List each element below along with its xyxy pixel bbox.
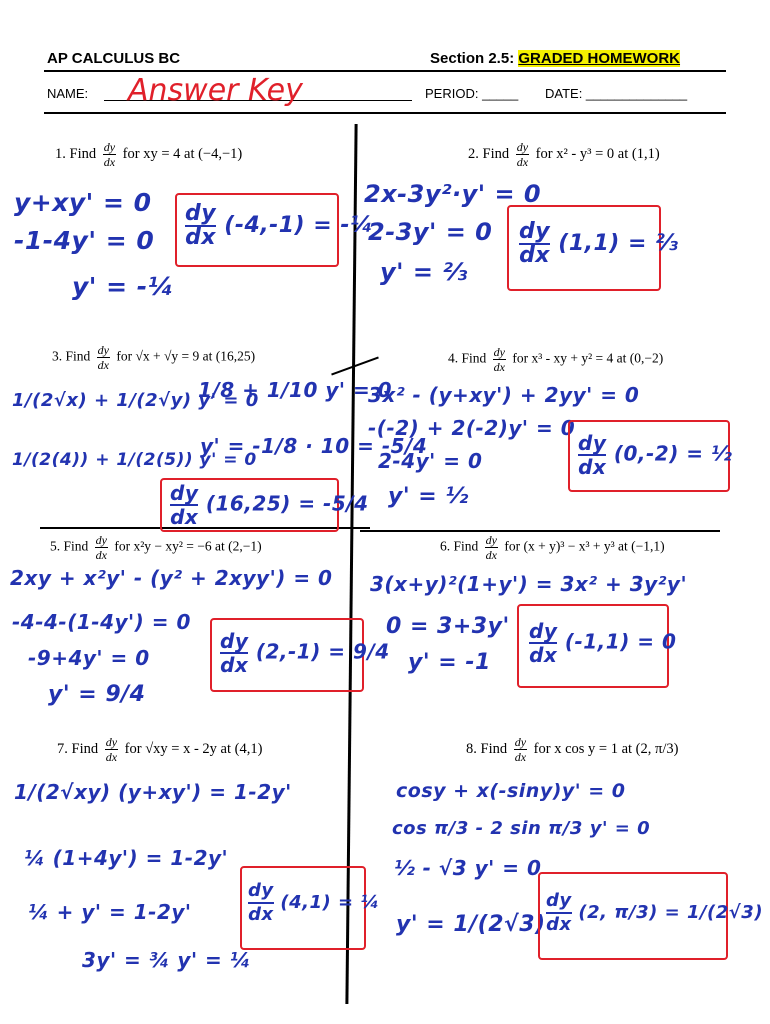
problem-number: 2. <box>468 145 479 162</box>
problem-3 <box>52 343 255 372</box>
problem-6 <box>440 533 665 562</box>
frac-num: dy <box>493 345 505 359</box>
problem-number: 3. <box>52 348 63 364</box>
answer-num: dy <box>185 201 217 226</box>
p4-step-2: -(-2) + 2(-2)y' = 0 <box>368 416 576 440</box>
p3-answer-box <box>160 478 369 532</box>
problem-8 <box>466 735 678 764</box>
p5-step-4: y' = 9/4 <box>48 682 146 707</box>
frac-num: dy <box>514 735 527 749</box>
problem-5 <box>50 533 262 562</box>
answer-den: dx <box>185 225 217 250</box>
p2-step-3: y' = ⅔ <box>380 258 468 286</box>
problem-text: for √xy = x - 2y at (4,1) <box>124 740 263 757</box>
problem-find: Find <box>69 145 97 162</box>
problem-text: for (x + y)³ − x³ + y³ at (−1,1) <box>504 538 665 554</box>
problem-text: for x³ - xy + y² = 4 at (0,−2) <box>512 350 664 366</box>
problem-text: for √x + √y = 9 at (16,25) <box>116 348 256 364</box>
frac-den: dx <box>105 750 118 764</box>
answer-rest: (0,-2) = ½ <box>613 441 733 466</box>
frac-den: dx <box>103 155 116 169</box>
answer-den: dx <box>546 914 572 935</box>
answer-rest: (1,1) = ⅔ <box>558 231 679 256</box>
course-title: AP CALCULUS BC <box>47 50 181 67</box>
p6-step-3: y' = -1 <box>408 650 491 675</box>
p4-step-1: 3x² - (y+xy') + 2yy' = 0 <box>368 383 640 407</box>
p3-step-2: 1/(2(4)) + 1/(2(5)) y' = 0 <box>12 450 257 470</box>
p5-answer-box <box>210 618 390 692</box>
problem-find: Find <box>65 348 91 364</box>
derivative-fraction <box>514 735 527 764</box>
header-rule-top <box>44 70 726 72</box>
frac-num: dy <box>516 140 529 154</box>
problem-text: for x²y − xy² = −6 at (2,−1) <box>114 538 262 554</box>
answer-den: dx <box>248 904 274 925</box>
answer-den: dx <box>519 243 551 268</box>
frac-den: dx <box>95 548 107 562</box>
answer-fraction <box>170 482 198 528</box>
p7-step-3: ¼ + y' = 1-2y' <box>28 900 192 924</box>
p2-step-1: 2x-3y²·y' = 0 <box>364 180 542 208</box>
p7-step-4: 3y' = ¾ y' = ¼ <box>82 948 251 972</box>
answer-num: dy <box>170 481 199 505</box>
answer-num: dy <box>546 890 572 914</box>
problem-text: for x² - y³ = 0 at (1,1) <box>535 145 660 162</box>
answer-num: dy <box>529 619 558 643</box>
answer-rest: (-1,1) = 0 <box>564 629 677 654</box>
p3-step-4: y' = -1/8 · 10 = -5/4 <box>200 434 428 458</box>
header-rule-bottom <box>44 112 726 114</box>
section-title <box>430 50 680 67</box>
problem-7 <box>57 735 262 764</box>
name-label: NAME: <box>47 86 89 101</box>
p7-step-1: 1/(2√xy) (y+xy') = 1-2y' <box>14 780 292 804</box>
p3-step-1: 1/(2√x) + 1/(2√y) y' = 0 <box>12 390 259 411</box>
answer-den: dx <box>529 643 558 667</box>
derivative-fraction <box>103 140 116 169</box>
frac-num: dy <box>95 533 107 547</box>
p5-answer <box>220 630 390 676</box>
derivative-fraction <box>485 533 498 562</box>
derivative-fraction <box>105 735 118 764</box>
p1-step-2: -1-4y' = 0 <box>14 226 155 255</box>
answer-fraction <box>248 880 274 926</box>
p6-answer-box <box>517 604 677 688</box>
p8-step-1: cosy + x(-siny)y' = 0 <box>396 780 626 802</box>
section-highlight: GRADED HOMEWORK <box>518 50 681 67</box>
frac-num: dy <box>105 735 118 749</box>
answer-num: dy <box>220 629 249 653</box>
p7-answer <box>248 880 380 926</box>
answer-rest: (16,25) = -5/4 <box>205 491 369 516</box>
frac-den: dx <box>493 360 505 374</box>
row-separator-3 <box>360 530 720 532</box>
p1-step-1: y+xy' = 0 <box>14 188 152 217</box>
p4-step-3: 2-4y' = 0 <box>378 449 483 473</box>
answer-num: dy <box>519 219 551 244</box>
answer-rest: (2,-1) = 9/4 <box>255 639 390 664</box>
p2-answer-box <box>507 205 679 291</box>
problem-number: 8. <box>466 740 477 757</box>
problem-number: 5. <box>50 538 61 554</box>
answer-den: dx <box>170 505 199 529</box>
p1-answer-box <box>175 193 374 267</box>
problem-number: 6. <box>440 538 451 554</box>
p2-step-2: 2-3y' = 0 <box>368 218 493 246</box>
p8-step-3: ½ - √3 y' = 0 <box>394 856 542 880</box>
problem-number: 4. <box>448 350 459 366</box>
p8-answer-box <box>538 872 764 960</box>
problem-find: Find <box>63 538 89 554</box>
problem-number: 7. <box>57 740 68 757</box>
problem-number: 1. <box>55 145 66 162</box>
p7-answer-box <box>240 866 380 950</box>
answer-num: dy <box>248 880 274 904</box>
p3-answer <box>170 482 369 528</box>
answer-fraction <box>185 203 216 249</box>
answer-fraction <box>220 630 248 676</box>
p4-answer-box <box>568 420 733 492</box>
date-label: DATE: ______________ <box>545 86 688 101</box>
section-prefix: Section 2.5: <box>430 50 519 67</box>
problem-text: for x cos y = 1 at (2, π/3) <box>533 740 679 757</box>
problem-find: Find <box>482 145 510 162</box>
p5-step-1: 2xy + x²y' - (y² + 2xyy') = 0 <box>10 566 333 590</box>
frac-num: dy <box>97 343 109 357</box>
name-value: Answer Key <box>128 73 303 108</box>
frac-num: dy <box>103 140 116 154</box>
problem-find: Find <box>480 740 508 757</box>
problem-2 <box>468 140 660 169</box>
p4-answer <box>578 432 732 478</box>
answer-fraction <box>529 620 557 666</box>
p8-answer <box>546 890 763 936</box>
p6-answer <box>529 620 676 666</box>
answer-rest: (-4,-1) = -¼ <box>224 213 374 238</box>
p3-step-3: 1/8 + 1/10 y' = 0 <box>198 378 393 402</box>
answer-rest: (2, π/3) = 1/(2√3) <box>578 902 764 923</box>
p1-answer <box>185 203 373 249</box>
p8-step-4: y' = 1/(2√3) <box>396 912 546 937</box>
answer-den: dx <box>578 455 607 479</box>
frac-den: dx <box>485 548 497 562</box>
derivative-fraction <box>516 140 529 169</box>
p7-step-2: ¼ (1+4y') = 1-2y' <box>24 846 229 870</box>
p6-step-1: 3(x+y)²(1+y') = 3x² + 3y²y' <box>370 572 688 596</box>
frac-den: dx <box>514 750 527 764</box>
answer-fraction <box>519 221 550 267</box>
p4-step-4: y' = ½ <box>388 484 469 509</box>
derivative-fraction <box>95 533 108 562</box>
problem-find: Find <box>71 740 99 757</box>
p1-step-3: y' = -¼ <box>72 272 175 301</box>
frac-den: dx <box>516 155 529 169</box>
p5-step-3: -9+4y' = 0 <box>28 646 150 670</box>
answer-rest: (4,1) = ¼ <box>280 892 380 913</box>
p2-answer <box>519 221 678 267</box>
answer-fraction <box>546 890 572 936</box>
problem-4 <box>448 345 663 374</box>
answer-num: dy <box>578 431 607 455</box>
derivative-fraction <box>493 345 506 374</box>
problem-text: for xy = 4 at (−4,−1) <box>122 145 243 162</box>
problem-find: Find <box>453 538 479 554</box>
frac-den: dx <box>97 358 109 372</box>
answer-fraction <box>578 432 606 478</box>
period-label: PERIOD: _____ <box>425 86 519 101</box>
problem-find: Find <box>461 350 487 366</box>
p6-step-2: 0 = 3+3y' <box>386 614 510 639</box>
problem-1 <box>55 140 242 169</box>
frac-num: dy <box>485 533 497 547</box>
p8-step-2: cos π/3 - 2 sin π/3 y' = 0 <box>392 818 651 839</box>
p5-step-2: -4-4-(1-4y') = 0 <box>12 610 191 634</box>
answer-den: dx <box>220 653 249 677</box>
derivative-fraction <box>97 343 110 372</box>
